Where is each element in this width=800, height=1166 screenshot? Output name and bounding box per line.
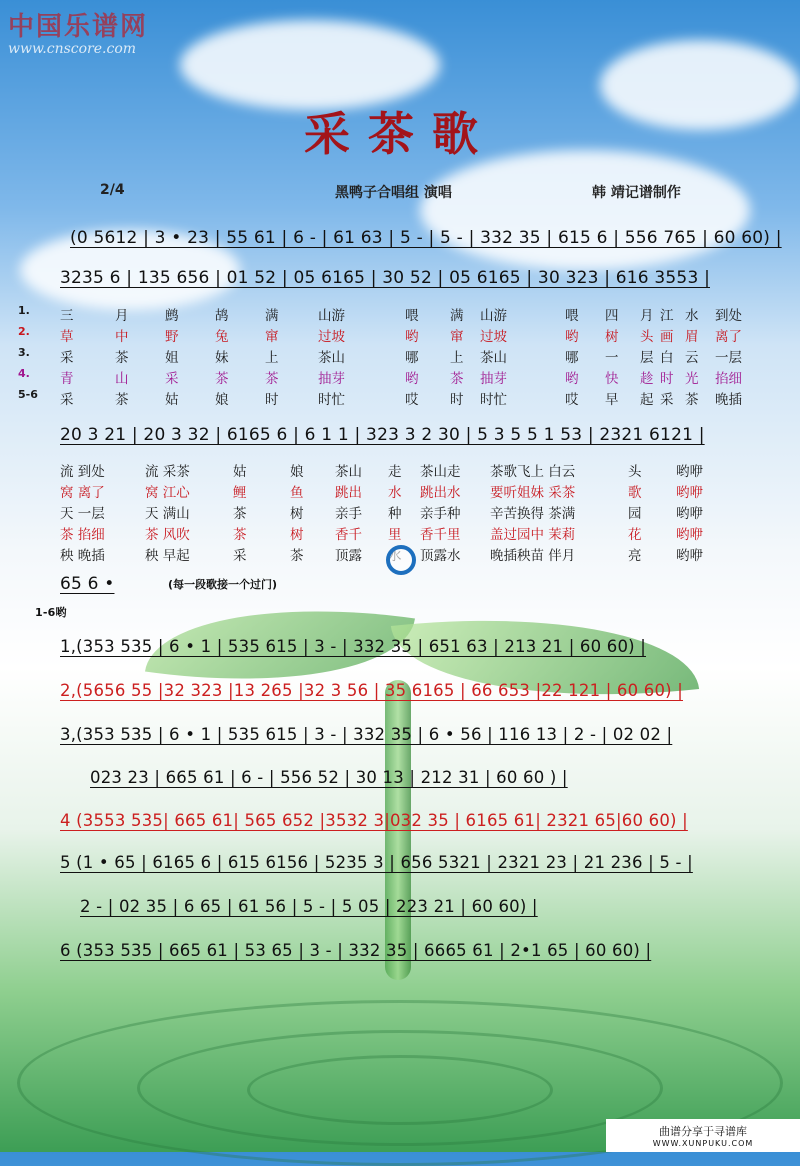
lyric-word: 哟 — [565, 329, 579, 345]
lyric-word: 上 — [265, 350, 279, 366]
lyric-row — [0, 325, 800, 345]
lyric-word: 时 — [265, 392, 279, 408]
lyric-word: 娘 — [215, 392, 229, 408]
lyric-row — [0, 388, 800, 408]
watermark-url: www.cnscore.com — [8, 41, 137, 57]
lyric-word: 快 — [605, 371, 619, 387]
lyric-word: 树 — [290, 506, 304, 522]
lyric-row — [0, 502, 800, 522]
lyric-word: 窜 — [450, 329, 464, 345]
intro-line: (0 5612 | 3 • 23 | 55 61 | 6 - | 61 63 | 5 - | 5 - | 332 35 | 615 6 | 556 765 | 60 60) | — [70, 228, 782, 248]
verse-number: 2. — [18, 325, 30, 338]
lyric-word: 画 — [660, 329, 674, 345]
lyric-row — [0, 523, 800, 543]
lyric-word: 哪 — [405, 350, 419, 366]
interlude-line: 3,(353 535 | 6 • 1 | 535 615 | 3 - | 332 35 | 6 • 56 | 116 13 | 2 - | 02 02 | — [60, 725, 673, 744]
lyric-word: 中 — [115, 329, 129, 345]
lyric-word: 茶山 — [480, 350, 507, 366]
lyric-word: 采 — [60, 350, 74, 366]
lyric-word: 流 采茶 — [145, 464, 190, 480]
lyric-word: 鸪 — [215, 308, 229, 324]
lyric-word: 窝 江心 — [145, 485, 190, 501]
lyric-word: 茶 掐细 — [60, 527, 105, 543]
lyric-word: 窜 — [265, 329, 279, 345]
lyric-word: 哟咿 — [676, 464, 703, 480]
lyric-word: 鹧 — [165, 308, 179, 324]
watermark-text: 中国乐谱网 — [8, 12, 149, 42]
lyric-word: 江 — [660, 308, 674, 324]
lyric-word: 喂 — [405, 308, 419, 324]
lyric-word: 顶露 — [335, 548, 362, 564]
lyric-word: 哟咿 — [676, 506, 703, 522]
verse-number: 4. — [18, 367, 30, 380]
lyric-word: 走 — [388, 464, 402, 480]
lyric-word: 香千 — [335, 527, 362, 543]
lyric-word: 哪 — [565, 350, 579, 366]
lyric-word: 花 — [628, 527, 642, 543]
lyric-row — [0, 367, 800, 387]
lyric-word: 天 满山 — [145, 506, 190, 522]
lyric-word: 月 — [115, 308, 129, 324]
footer-url: WWW.XUNPUKU.COM — [652, 1139, 754, 1148]
lyric-row — [0, 346, 800, 366]
footer — [606, 1119, 800, 1152]
lyric-word: 时 — [660, 371, 674, 387]
interlude-line: 5 (1 • 65 | 6165 6 | 615 6156 | 5235 3 | 656 5321 | 2321 23 | 21 236 | 5 - | — [60, 853, 693, 872]
lyric-word: 青 — [60, 371, 74, 387]
lyric-word: 哟 — [405, 371, 419, 387]
lyric-word: 上 — [450, 350, 464, 366]
lyric-word: 茶山 — [335, 464, 362, 480]
interlude-line: 2 - | 02 35 | 6 65 | 61 56 | 5 - | 5 05 | 223 21 | 60 60) | — [80, 897, 538, 916]
ending-label: 1-6哟 — [35, 606, 67, 619]
performer: 黑鸭子合唱组 演唱 — [335, 185, 452, 201]
lyric-word: 茶 — [265, 371, 279, 387]
lyric-word: 茶 — [290, 548, 304, 564]
lyric-word: 到处 — [715, 308, 742, 324]
lyric-word: 茶 — [450, 371, 464, 387]
lyric-word: 哎 — [405, 392, 419, 408]
verse-number: 5-6 — [18, 388, 38, 401]
lyric-word: 歌 — [628, 485, 642, 501]
lyric-word: 一层 — [715, 350, 742, 366]
lyric-word: 姐 — [165, 350, 179, 366]
lyric-word: 茶 — [233, 506, 247, 522]
lyric-word: 天 一层 — [60, 506, 105, 522]
lyric-word: 秧 晚插 — [60, 548, 105, 564]
lyric-word: 山游 — [480, 308, 507, 324]
lyric-word: 亮 — [628, 548, 642, 564]
lyric-word: 兔 — [215, 329, 229, 345]
lyric-word: 头 — [640, 329, 654, 345]
lyric-word: 晚插秧苗 伴月 — [490, 548, 576, 564]
lyric-word: 顶露水 — [420, 548, 461, 564]
lyric-word: 茶 — [685, 392, 699, 408]
lyric-word: 香千里 — [420, 527, 461, 543]
lyric-word: 采 — [165, 371, 179, 387]
lyric-word: 采 — [660, 392, 674, 408]
lyric-word: 眉 — [685, 329, 699, 345]
lyric-word: 茶 风吹 — [145, 527, 190, 543]
time-signature: 2/4 — [100, 182, 125, 198]
lyric-word: 茶山走 — [420, 464, 461, 480]
melody-line-2: 20 3 21 | 20 3 32 | 6165 6 | 6 1 1 | 323 3 2 30 | 5 3 5 5 1 53 | 2321 6121 | — [60, 425, 705, 445]
footer-text: 曲谱分享于寻谱库 — [659, 1125, 747, 1138]
cloud — [420, 150, 750, 270]
lyric-word: 树 — [290, 527, 304, 543]
lyric-word: 茶 — [115, 350, 129, 366]
lyric-word: 云 — [685, 350, 699, 366]
lyric-word: 跳出水 — [420, 485, 461, 501]
lyric-word: 种 — [388, 506, 402, 522]
lyric-word: 流 到处 — [60, 464, 105, 480]
lyric-word: 姑 — [165, 392, 179, 408]
lyric-word: 树 — [605, 329, 619, 345]
lyric-word: 白 — [660, 350, 674, 366]
lyric-word: 姑 — [233, 464, 247, 480]
lyric-word: 过坡 — [318, 329, 345, 345]
lyric-word: 满 — [450, 308, 464, 324]
lyric-word: 哟咿 — [676, 485, 703, 501]
interlude-note: (每一段歌接一个过门) — [168, 578, 278, 591]
lyric-word: 采 — [60, 392, 74, 408]
lyric-word: 山游 — [318, 308, 345, 324]
lyric-word: 哟咿 — [676, 527, 703, 543]
lyric-word: 离了 — [715, 329, 742, 345]
water-ripple — [247, 1055, 553, 1125]
lyric-word: 茶 — [215, 371, 229, 387]
lyric-word: 茶 — [233, 527, 247, 543]
lyric-word: 掐细 — [715, 371, 742, 387]
interlude-line: 1,(353 535 | 6 • 1 | 535 615 | 3 - | 332 35 | 651 63 | 213 21 | 60 60) | — [60, 637, 646, 656]
verse-number: 1. — [18, 304, 30, 317]
lyric-word: 要听姐妹 采茶 — [490, 485, 576, 501]
lyric-word: 哎 — [565, 392, 579, 408]
lyric-word: 喂 — [565, 308, 579, 324]
interlude-line: 2,(5656 55 |32 323 |13 265 |32 3 56 | 35 6165 | 66 653 |22 121 | 60 60) | — [60, 681, 683, 700]
lyric-word: 里 — [388, 527, 402, 543]
lyric-word: 哟 — [405, 329, 419, 345]
lyric-word: 窝 离了 — [60, 485, 105, 501]
lyric-word: 亲手 — [335, 506, 362, 522]
lyric-word: 哟咿 — [676, 548, 703, 564]
lyric-word: 光 — [685, 371, 699, 387]
lyric-word: 茶 — [115, 392, 129, 408]
lyric-row — [0, 304, 800, 324]
lyric-word: 时 — [450, 392, 464, 408]
lyric-word: 抽芽 — [480, 371, 507, 387]
lyric-word: 起 — [640, 392, 654, 408]
lyric-word: 妹 — [215, 350, 229, 366]
lyric-word: 茶歌飞上 白云 — [490, 464, 576, 480]
lyric-word: 草 — [60, 329, 74, 345]
watermark — [8, 6, 148, 57]
interlude-line: 6 (353 535 | 665 61 | 53 65 | 3 - | 332 35 | 6665 61 | 2•1 65 | 60 60) | — [60, 941, 652, 960]
lyric-row — [0, 460, 800, 480]
lyric-word: 亲手种 — [420, 506, 461, 522]
lyric-word: 四 — [605, 308, 619, 324]
cloud — [180, 20, 440, 110]
lyric-word: 茶山 — [318, 350, 345, 366]
lyric-word: 鱼 — [290, 485, 304, 501]
lyric-word: 头 — [628, 464, 642, 480]
lyric-word: 满 — [265, 308, 279, 324]
lyric-word: 趁 — [640, 371, 654, 387]
interlude-line: 023 23 | 665 61 | 6 - | 556 52 | 30 13 | 212 31 | 60 60 ) | — [90, 768, 568, 787]
interlude-line: 4 (3553 535| 665 61| 565 652 |3532 3|032 35 | 6165 61| 2321 65|60 60) | — [60, 811, 688, 830]
lyric-word: 娘 — [290, 464, 304, 480]
lyric-word: 园 — [628, 506, 642, 522]
lyric-word: 一 — [605, 350, 619, 366]
lyric-word: 抽芽 — [318, 371, 345, 387]
lyric-word: 三 — [60, 308, 74, 324]
lyric-word: 晚插 — [715, 392, 742, 408]
lyric-word: 辛苦换得 茶满 — [490, 506, 576, 522]
lyric-word: 时忙 — [318, 392, 345, 408]
song-title: 采茶歌 — [304, 107, 496, 161]
water-drop-icon — [386, 545, 416, 575]
melody-line-1: 3235 6 | 135 656 | 01 52 | 05 6165 | 30 52 | 05 6165 | 30 323 | 616 3553 | — [60, 268, 710, 288]
lyric-word: 早 — [605, 392, 619, 408]
lyric-word: 山 — [115, 371, 129, 387]
lyric-word: 水 — [388, 485, 402, 501]
lyric-word: 采 — [233, 548, 247, 564]
lyric-word: 野 — [165, 329, 179, 345]
lyric-word: 层 — [640, 350, 654, 366]
lyric-word: 跳出 — [335, 485, 362, 501]
lyric-word: 过坡 — [480, 329, 507, 345]
verse-number: 3. — [18, 346, 30, 359]
lyric-word: 盖过园中 茉莉 — [490, 527, 576, 543]
lyric-word: 时忙 — [480, 392, 507, 408]
credit: 韩 靖记谱制作 — [592, 185, 681, 201]
lyric-word: 哟 — [565, 371, 579, 387]
lyric-word: 月 — [640, 308, 654, 324]
lyric-row — [0, 481, 800, 501]
lyric-word: 水 — [685, 308, 699, 324]
sprout-leaf-right — [391, 595, 699, 721]
lyric-word: 鲤 — [233, 485, 247, 501]
ending-notes: 65 6 • — [60, 574, 115, 594]
lyric-word: 秧 早起 — [145, 548, 190, 564]
